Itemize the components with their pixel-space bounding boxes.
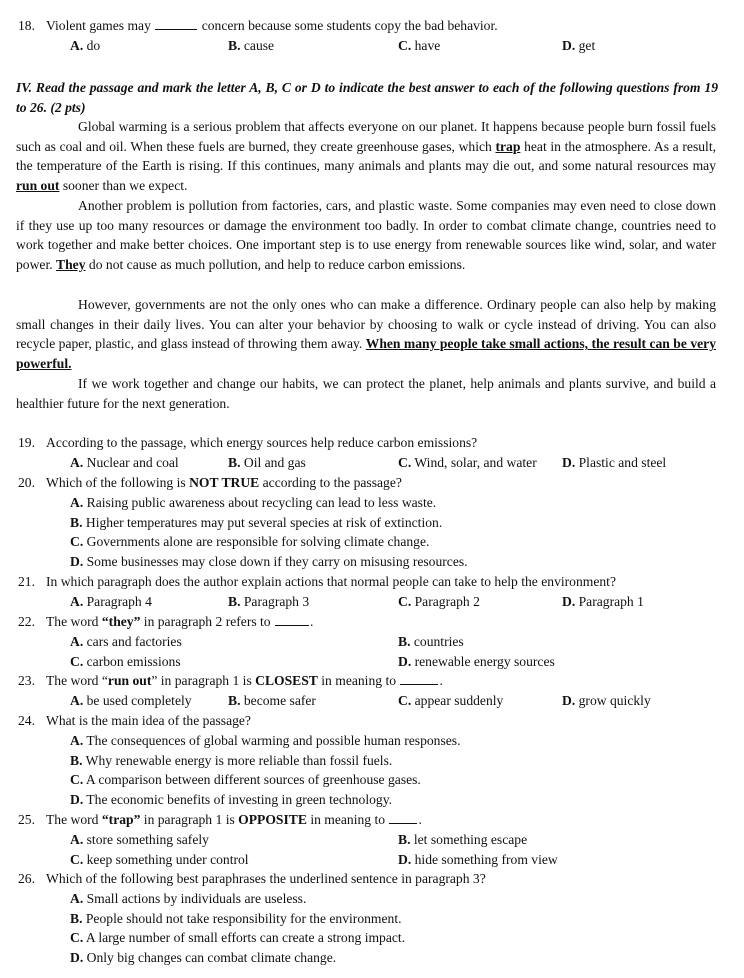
option-d: D. renewable energy sources xyxy=(398,654,555,669)
question-number: 18. xyxy=(18,18,35,33)
underlined-word-trap: trap xyxy=(495,138,521,154)
option-a: A. cars and factories xyxy=(70,634,182,649)
option-c: C. have xyxy=(398,38,441,53)
question-24 xyxy=(16,711,732,730)
option-c: C. Wind, solar, and water xyxy=(398,455,537,470)
options-22 xyxy=(70,632,710,672)
option-b: B. Higher temperatures may put several species at risk of extinction. xyxy=(70,514,443,530)
question-21 xyxy=(16,572,732,591)
question-number: 21. xyxy=(18,574,35,589)
question-number: 20. xyxy=(18,475,35,490)
option-b: B. Oil and gas xyxy=(228,455,306,470)
option-d: D. The economic benefits of investing in green technology. xyxy=(70,791,393,807)
question-19 xyxy=(16,433,732,452)
options-24 xyxy=(70,731,461,809)
answer-blank xyxy=(275,612,309,626)
option-d: D. grow quickly xyxy=(562,693,651,708)
option-a: A. store something safely xyxy=(70,832,209,847)
question-text: In which paragraph does the author explain actions that normal people can take to help the environment? xyxy=(46,574,616,589)
option-d: D. Some businesses may close down if they carry on misusing resources. xyxy=(70,553,468,569)
option-c: C. A comparison between different sources of greenhouse gases. xyxy=(70,772,421,788)
question-number: 19. xyxy=(18,435,35,450)
option-c: C. appear suddenly xyxy=(398,693,504,708)
option-c: C. A large number of small efforts can create a strong impact. xyxy=(70,930,406,946)
option-d: D. hide something from view xyxy=(398,852,558,867)
question-23: 23. The word “run out” in paragraph 1 is CLOSEST in meaning to . xyxy=(16,671,732,690)
question-text-post: concern because some students copy the bad behavior. xyxy=(201,18,498,33)
passage-paragraph-1: Global warming is a serious problem that affects everyone on our planet. It happens because people burn fossil fuels such as coal and oil. When these fuels are burned, they create greenhouse gases, which trap heat in the atmosphere. As a result, the temperature of the Earth is rising. If this continues, many animals and plants may die out, and some natural resources may run out sooner than we expect. xyxy=(16,119,716,193)
options-21 xyxy=(70,592,732,611)
option-b: B. cause xyxy=(228,38,275,53)
option-a: A. Raising public awareness about recycling can lead to less waste. xyxy=(70,495,437,510)
option-a: A. Small actions by individuals are useless. xyxy=(70,891,307,906)
option-b: B. countries xyxy=(398,634,464,649)
option-d: D. get xyxy=(562,38,596,53)
options-26 xyxy=(70,889,405,967)
option-d: D. Plastic and steel xyxy=(562,455,667,470)
option-b: B. Why renewable energy is more reliable than fossil fuels. xyxy=(70,752,393,768)
options-18 xyxy=(70,36,732,55)
option-a: A. be used completely xyxy=(70,693,192,708)
question-number: 24. xyxy=(18,713,35,728)
passage-paragraph-4: If we work together and change our habits, we can protect the planet, help animals and plants survive, and build a healthier future for the next generation. xyxy=(16,376,716,411)
option-b: B. become safer xyxy=(228,693,316,708)
question-25: 25. The word “trap” in paragraph 1 is OPPOSITE in meaning to . xyxy=(16,810,732,829)
underlined-word-they: They xyxy=(56,256,86,272)
option-c: C. keep something under control xyxy=(70,852,249,867)
underlined-sentence: When many people take small actions, the result can be very powerful. xyxy=(16,336,716,371)
option-c: C. Governments alone are responsible for solving climate change. xyxy=(70,534,430,550)
question-20: 20. Which of the following is NOT TRUE according to the passage? xyxy=(16,473,732,492)
option-a: A. Nuclear and coal xyxy=(70,455,179,470)
option-a: A. The consequences of global warming and possible human responses. xyxy=(70,733,461,748)
passage-paragraph-2: Another problem is pollution from factories, cars, and plastic waste. Some companies may even need to close down if they use up too many resources or damage the environment too badly. In order to combat climate change, countries need to work together and make better choices. One important step is to use energy from renewable sources like wind, solar, and water power. They do not cause as much pollution, and help to reduce carbon emissions. xyxy=(16,198,716,272)
option-a: A. Paragraph 4 xyxy=(70,594,152,609)
question-text-pre: Violent games may xyxy=(46,18,151,33)
option-b: B. People should not take responsibility for the environment. xyxy=(70,910,402,926)
question-number: 26. xyxy=(18,871,35,886)
question-18 xyxy=(16,16,732,35)
option-a: A. do xyxy=(70,38,101,53)
option-b: B. Paragraph 3 xyxy=(228,594,310,609)
option-c: C. carbon emissions xyxy=(70,654,181,669)
underlined-phrase-run-out: run out xyxy=(16,177,60,193)
question-22: 22. The word “they” in paragraph 2 refers to . xyxy=(16,612,732,631)
passage-paragraph-3: However, governments are not the only ones who can make a difference. Ordinary people can also help by making small changes in their daily lives. You can alter your behavior by choosing to walk or cycle instead of driving. You can also recycle paper, plastic, and glass instead of throwing them away. When many people take small actions, the result can be very powerful. xyxy=(16,297,716,371)
section-heading: IV. Read the passage and mark the letter A, B, C or D to indicate the best answer to each of the following questions from 19 to 26. (2 pts) xyxy=(16,80,718,115)
answer-blank xyxy=(400,671,438,685)
options-23 xyxy=(70,691,732,710)
option-d: D. Only big changes can combat climate change. xyxy=(70,949,337,965)
answer-blank xyxy=(389,810,417,824)
options-25 xyxy=(70,830,710,870)
options-19 xyxy=(70,453,732,472)
question-number: 23. xyxy=(18,673,35,688)
question-text: What is the main idea of the passage? xyxy=(46,713,251,728)
question-text: Which of the following best paraphrases the underlined sentence in paragraph 3? xyxy=(46,871,486,886)
question-number: 22. xyxy=(18,614,35,629)
question-text: According to the passage, which energy sources help reduce carbon emissions? xyxy=(46,435,478,450)
option-b: B. let something escape xyxy=(398,832,528,847)
option-c: C. Paragraph 2 xyxy=(398,594,480,609)
question-26 xyxy=(16,869,732,888)
option-d: D. Paragraph 1 xyxy=(562,594,644,609)
question-number: 25. xyxy=(18,812,35,827)
options-20 xyxy=(70,493,468,571)
answer-blank xyxy=(155,16,197,30)
